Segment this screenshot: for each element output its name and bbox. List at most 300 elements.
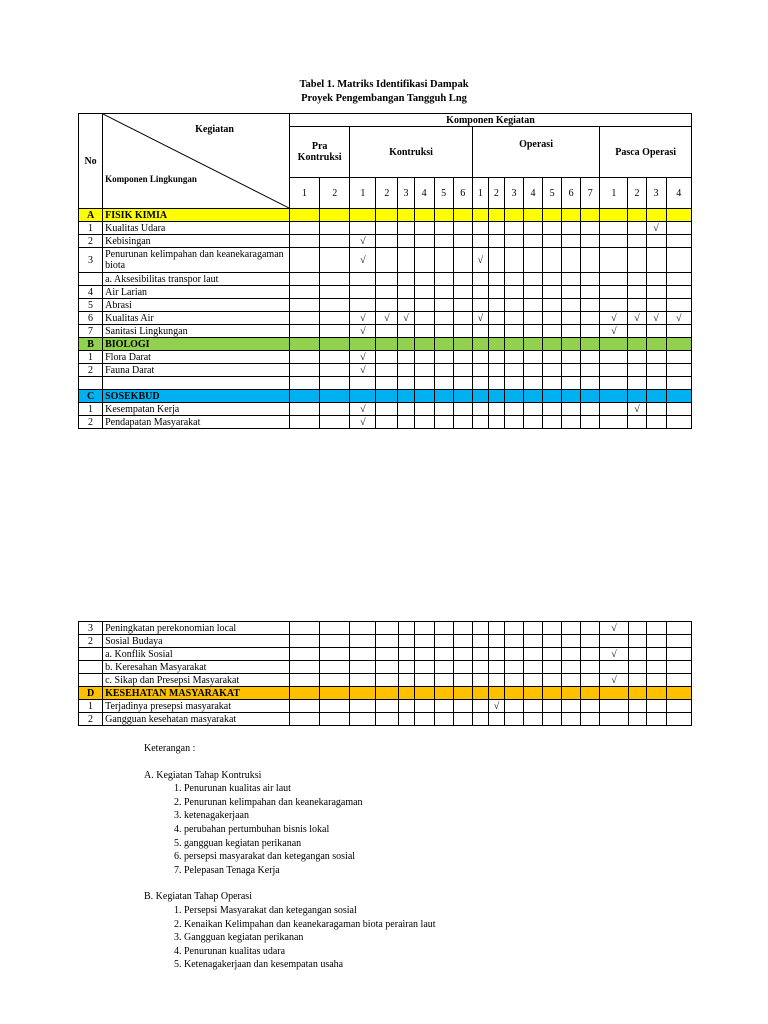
matrix-cell <box>646 403 666 416</box>
row-component: Sosial Budaya <box>103 635 290 648</box>
matrix-cell <box>666 364 691 377</box>
matrix-cell <box>376 325 398 338</box>
col-number: 5 <box>434 178 453 209</box>
matrix-cell <box>488 338 504 351</box>
matrix-cell <box>628 273 646 286</box>
matrix-cell <box>472 622 488 635</box>
matrix-cell <box>376 351 398 364</box>
matrix-cell <box>289 222 319 235</box>
matrix-cell <box>320 351 350 364</box>
matrix-cell <box>524 635 543 648</box>
table-row <box>79 364 692 377</box>
matrix-cell <box>504 209 523 222</box>
phase-operasi: Operasi <box>472 127 600 178</box>
matrix-cell <box>290 648 320 661</box>
matrix-cell <box>472 222 488 235</box>
matrix-cell <box>562 661 581 674</box>
matrix-cell <box>472 390 488 403</box>
matrix-cell <box>562 377 581 390</box>
matrix-cell <box>290 622 320 635</box>
row-component: Air Larian <box>103 286 290 299</box>
row-component: FISIK KIMIA <box>103 209 290 222</box>
row-component: Terjadinya presepsi masyarakat <box>103 700 290 713</box>
matrix-cell <box>414 635 434 648</box>
matrix-cell <box>504 351 523 364</box>
matrix-cell <box>666 416 691 429</box>
legend-item: 1. Persepsi Masyarakat dan ketegangan sosial <box>174 904 357 916</box>
matrix-cell <box>434 674 453 687</box>
matrix-cell <box>320 713 350 726</box>
col-number: 7 <box>581 178 600 209</box>
matrix-cell <box>453 622 472 635</box>
matrix-cell <box>289 338 319 351</box>
row-no: 2 <box>79 713 103 726</box>
matrix-cell <box>505 622 524 635</box>
col-number: 3 <box>504 178 523 209</box>
matrix-cell <box>290 661 320 674</box>
matrix-cell <box>398 235 414 248</box>
matrix-cell <box>581 700 600 713</box>
matrix-cell <box>414 674 434 687</box>
matrix-cell <box>562 248 581 273</box>
matrix-cell <box>543 674 562 687</box>
legend-item: 2. Penurunan kelimpahan dan keanekaragaman <box>174 796 363 808</box>
matrix-cell <box>472 661 488 674</box>
matrix-cell <box>505 700 524 713</box>
matrix-cell <box>376 661 398 674</box>
matrix-cell <box>320 648 350 661</box>
col-number: 2 <box>488 178 504 209</box>
row-component: KESEHATAN MASYARAKAT <box>103 687 290 700</box>
row-no: A <box>79 209 103 222</box>
matrix-cell <box>646 674 666 687</box>
matrix-cell <box>398 286 414 299</box>
check-mark: √ <box>472 248 488 273</box>
check-mark: √ <box>350 325 376 338</box>
matrix-cell <box>289 299 319 312</box>
matrix-cell <box>453 364 472 377</box>
matrix-cell <box>414 273 434 286</box>
matrix-cell <box>398 325 414 338</box>
matrix-cell <box>628 248 646 273</box>
row-no: 4 <box>79 286 103 299</box>
matrix-cell <box>523 364 542 377</box>
matrix-cell <box>628 713 646 726</box>
matrix-cell <box>398 273 414 286</box>
table-row <box>79 700 692 713</box>
matrix-cell <box>488 403 504 416</box>
row-no: 7 <box>79 325 103 338</box>
matrix-cell <box>628 648 646 661</box>
matrix-cell <box>376 416 398 429</box>
matrix-cell <box>504 299 523 312</box>
matrix-cell <box>488 648 504 661</box>
matrix-cell <box>472 403 488 416</box>
matrix-cell <box>350 635 376 648</box>
matrix-cell <box>434 377 453 390</box>
matrix-cell <box>453 286 472 299</box>
matrix-cell <box>488 299 504 312</box>
row-no: 3 <box>79 622 103 635</box>
matrix-cell <box>414 364 434 377</box>
matrix-cell <box>434 248 453 273</box>
matrix-cell <box>320 299 350 312</box>
matrix-cell <box>434 325 453 338</box>
matrix-cell <box>472 700 488 713</box>
col-number: 6 <box>453 178 472 209</box>
matrix-cell <box>524 674 543 687</box>
matrix-cell <box>562 700 581 713</box>
matrix-cell <box>472 209 488 222</box>
matrix-cell <box>414 648 434 661</box>
matrix-cell <box>562 222 581 235</box>
matrix-cell <box>320 325 350 338</box>
row-no: 1 <box>79 403 103 416</box>
matrix-cell <box>414 661 434 674</box>
matrix-cell <box>414 338 434 351</box>
matrix-cell <box>320 700 350 713</box>
matrix-cell <box>434 351 453 364</box>
matrix-cell <box>414 713 434 726</box>
matrix-cell <box>289 364 319 377</box>
matrix-cell <box>453 312 472 325</box>
matrix-cell <box>581 648 600 661</box>
matrix-cell <box>453 403 472 416</box>
matrix-cell <box>398 713 414 726</box>
matrix-cell <box>376 648 398 661</box>
matrix-cell <box>543 248 562 273</box>
row-component: Peningkatan perekonomian local <box>103 622 290 635</box>
matrix-cell <box>646 273 666 286</box>
matrix-cell <box>666 248 691 273</box>
matrix-cell <box>600 209 628 222</box>
matrix-cell <box>543 286 562 299</box>
matrix-cell <box>504 312 523 325</box>
table-row <box>79 235 692 248</box>
matrix-cell <box>543 235 562 248</box>
row-no: 3 <box>79 248 103 273</box>
matrix-cell <box>453 235 472 248</box>
matrix-cell <box>646 209 666 222</box>
matrix-cell <box>523 222 542 235</box>
matrix-cell <box>666 235 691 248</box>
matrix-cell <box>600 416 628 429</box>
matrix-cell <box>523 235 542 248</box>
matrix-cell <box>523 351 542 364</box>
matrix-cell <box>581 622 600 635</box>
impact-matrix-top <box>78 113 692 429</box>
matrix-cell <box>543 338 562 351</box>
matrix-cell <box>600 248 628 273</box>
matrix-cell <box>350 700 376 713</box>
row-no: 1 <box>79 351 103 364</box>
matrix-cell <box>290 635 320 648</box>
matrix-cell <box>646 299 666 312</box>
matrix-cell <box>398 390 414 403</box>
matrix-cell <box>488 325 504 338</box>
matrix-cell <box>398 661 414 674</box>
legend-item: 4. Penurunan kualitas udara <box>174 945 286 957</box>
section-row <box>79 687 692 700</box>
row-component: BIOLOGI <box>103 338 290 351</box>
col-number: 3 <box>646 178 666 209</box>
matrix-cell <box>434 222 453 235</box>
matrix-cell <box>289 403 319 416</box>
matrix-cell <box>562 687 581 700</box>
matrix-cell <box>628 209 646 222</box>
matrix-cell <box>289 235 319 248</box>
matrix-cell <box>600 286 628 299</box>
matrix-cell <box>453 248 472 273</box>
matrix-cell <box>504 273 523 286</box>
matrix-cell <box>398 403 414 416</box>
matrix-cell <box>600 222 628 235</box>
matrix-cell <box>581 687 600 700</box>
matrix-cell <box>523 325 542 338</box>
matrix-cell <box>581 390 600 403</box>
table-row <box>79 622 692 635</box>
matrix-cell <box>434 700 453 713</box>
matrix-cell <box>666 661 691 674</box>
matrix-cell <box>289 377 319 390</box>
matrix-cell <box>350 622 376 635</box>
col-number: 2 <box>628 178 646 209</box>
matrix-cell <box>628 325 646 338</box>
matrix-cell <box>646 700 666 713</box>
matrix-cell <box>523 416 542 429</box>
matrix-cell <box>376 286 398 299</box>
check-mark: √ <box>600 312 628 325</box>
check-mark: √ <box>646 312 666 325</box>
matrix-cell <box>505 635 524 648</box>
matrix-cell <box>581 299 600 312</box>
matrix-cell <box>666 687 691 700</box>
header-komponen-lingkungan: Komponen Lingkungan <box>105 174 197 184</box>
matrix-cell <box>504 338 523 351</box>
matrix-cell <box>523 286 542 299</box>
matrix-cell <box>472 674 488 687</box>
row-component: c. Sikap dan Presepsi Masyarakat <box>103 674 290 687</box>
matrix-cell <box>376 622 398 635</box>
matrix-cell <box>434 661 453 674</box>
matrix-cell <box>666 222 691 235</box>
matrix-cell <box>453 325 472 338</box>
check-mark: √ <box>600 648 628 661</box>
matrix-cell <box>376 390 398 403</box>
row-component: Pendapatan Masyarakat <box>103 416 290 429</box>
matrix-cell <box>581 635 600 648</box>
matrix-cell <box>666 648 691 661</box>
matrix-cell <box>600 635 628 648</box>
matrix-cell <box>398 209 414 222</box>
matrix-cell <box>488 364 504 377</box>
matrix-cell <box>398 377 414 390</box>
matrix-cell <box>320 416 350 429</box>
matrix-cell <box>414 235 434 248</box>
table-row <box>79 273 692 286</box>
matrix-cell <box>398 635 414 648</box>
matrix-cell <box>628 390 646 403</box>
row-component: SOSEKBUD <box>103 390 290 403</box>
matrix-cell <box>320 235 350 248</box>
matrix-cell <box>562 635 581 648</box>
matrix-cell <box>434 648 453 661</box>
matrix-cell <box>646 248 666 273</box>
matrix-cell <box>453 635 472 648</box>
matrix-cell <box>581 377 600 390</box>
table-row <box>79 299 692 312</box>
matrix-cell <box>628 351 646 364</box>
matrix-cell <box>543 325 562 338</box>
matrix-cell <box>504 235 523 248</box>
matrix-cell <box>505 648 524 661</box>
matrix-cell <box>434 416 453 429</box>
matrix-cell <box>628 364 646 377</box>
table-row <box>79 713 692 726</box>
col-number: 4 <box>414 178 434 209</box>
matrix-cell <box>320 273 350 286</box>
matrix-cell <box>646 416 666 429</box>
matrix-cell <box>600 235 628 248</box>
legend-item: 2. Kenaikan Kelimpahan dan keanekaragaman biota perairan laut <box>174 918 436 930</box>
matrix-cell <box>504 286 523 299</box>
matrix-cell <box>666 674 691 687</box>
matrix-cell <box>320 209 350 222</box>
matrix-cell <box>289 390 319 403</box>
col-number: 5 <box>543 178 562 209</box>
matrix-cell <box>488 273 504 286</box>
legend-b-title: B. Kegiatan Tahap Operasi <box>144 891 252 903</box>
check-mark: √ <box>628 312 646 325</box>
matrix-cell <box>414 299 434 312</box>
check-mark: √ <box>350 351 376 364</box>
matrix-cell <box>628 674 646 687</box>
matrix-cell <box>472 351 488 364</box>
matrix-cell <box>434 273 453 286</box>
matrix-cell <box>453 713 472 726</box>
table-row <box>79 325 692 338</box>
matrix-cell <box>472 377 488 390</box>
matrix-cell <box>453 222 472 235</box>
matrix-cell <box>414 403 434 416</box>
matrix-cell <box>523 403 542 416</box>
matrix-cell <box>472 713 488 726</box>
matrix-cell <box>376 700 398 713</box>
matrix-cell <box>543 713 562 726</box>
matrix-cell <box>488 661 504 674</box>
matrix-cell <box>472 299 488 312</box>
row-no: 5 <box>79 299 103 312</box>
row-component: Penurunan kelimpahan dan keanekaragaman biota <box>103 248 290 273</box>
legend-item: 3. ketenagakerjaan <box>174 810 249 822</box>
matrix-cell <box>628 661 646 674</box>
matrix-cell <box>398 687 414 700</box>
matrix-cell <box>628 622 646 635</box>
row-component: Kesempatan Kerja <box>103 403 290 416</box>
matrix-cell <box>350 674 376 687</box>
matrix-cell <box>646 713 666 726</box>
matrix-cell <box>600 390 628 403</box>
matrix-cell <box>453 674 472 687</box>
table-row <box>79 403 692 416</box>
matrix-cell <box>524 648 543 661</box>
matrix-cell <box>434 713 453 726</box>
matrix-cell <box>488 390 504 403</box>
col-number: 1 <box>600 178 628 209</box>
matrix-cell <box>488 248 504 273</box>
matrix-cell <box>646 687 666 700</box>
matrix-cell <box>666 403 691 416</box>
matrix-cell <box>523 299 542 312</box>
matrix-cell <box>562 299 581 312</box>
row-component: Kebisingan <box>103 235 290 248</box>
row-component: Sanitasi Lingkungan <box>103 325 290 338</box>
matrix-cell <box>289 351 319 364</box>
matrix-cell <box>543 312 562 325</box>
matrix-cell <box>562 416 581 429</box>
matrix-cell <box>562 674 581 687</box>
matrix-cell <box>350 299 376 312</box>
matrix-cell <box>543 273 562 286</box>
row-component: Fauna Darat <box>103 364 290 377</box>
matrix-cell <box>398 248 414 273</box>
check-mark: √ <box>350 364 376 377</box>
header-no: No <box>79 114 103 209</box>
matrix-cell <box>562 209 581 222</box>
row-no <box>79 661 103 674</box>
matrix-cell <box>543 351 562 364</box>
matrix-cell <box>581 248 600 273</box>
matrix-cell <box>320 377 350 390</box>
matrix-cell <box>350 377 376 390</box>
matrix-cell <box>666 700 691 713</box>
matrix-cell <box>505 674 524 687</box>
matrix-cell <box>628 235 646 248</box>
matrix-cell <box>414 416 434 429</box>
matrix-cell <box>376 209 398 222</box>
matrix-cell <box>524 661 543 674</box>
matrix-cell <box>488 312 504 325</box>
matrix-cell <box>504 377 523 390</box>
check-mark: √ <box>350 312 376 325</box>
phase-pra-kontruksi: Pra Kontruksi <box>289 127 349 178</box>
matrix-cell <box>581 222 600 235</box>
matrix-cell <box>581 325 600 338</box>
matrix-cell <box>320 635 350 648</box>
matrix-cell <box>376 713 398 726</box>
matrix-cell <box>289 286 319 299</box>
matrix-cell <box>414 687 434 700</box>
matrix-cell <box>434 209 453 222</box>
header-kegiatan: Kegiatan <box>195 124 234 135</box>
matrix-cell <box>453 351 472 364</box>
matrix-cell <box>488 235 504 248</box>
row-component: Kualitas Air <box>103 312 290 325</box>
matrix-cell <box>562 312 581 325</box>
matrix-cell <box>376 364 398 377</box>
matrix-cell <box>453 273 472 286</box>
matrix-cell <box>543 364 562 377</box>
matrix-cell <box>472 273 488 286</box>
matrix-cell <box>600 377 628 390</box>
matrix-cell <box>434 364 453 377</box>
matrix-cell <box>290 674 320 687</box>
header-diagonal-cell <box>103 114 290 209</box>
matrix-cell <box>666 325 691 338</box>
matrix-cell <box>628 299 646 312</box>
matrix-cell <box>488 377 504 390</box>
matrix-cell <box>505 713 524 726</box>
